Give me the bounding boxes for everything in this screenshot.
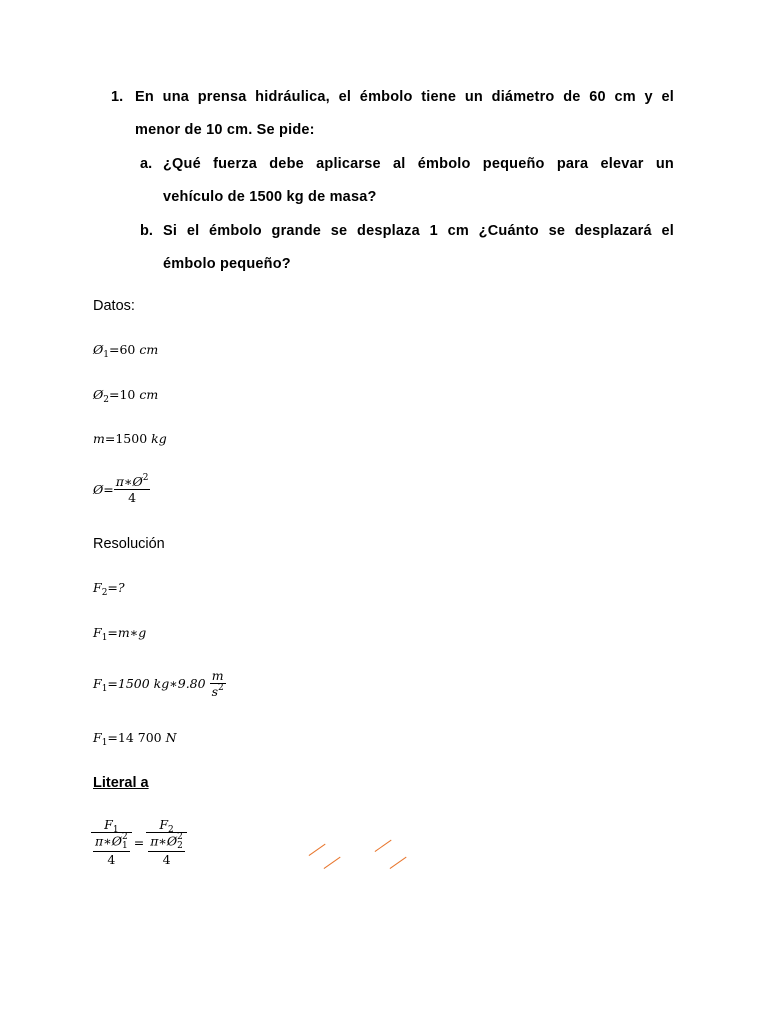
item-a-line-1: ¿Qué fuerza debe aplicarse al émbolo pequeño para elevar un [163,156,674,172]
question-number: 1. [111,89,124,105]
annotation-mark-1 [309,844,326,857]
datos-heading: Datos: [93,298,135,314]
datos-area-formula: Ø= $\frac{\pi∗Ø^2}{4}$ [93,473,149,505]
resolucion-f2: $F_2=$? [93,580,125,598]
literal-a-equation: $F_1$ π∗Ø 2 1 4 = $F_2$ π∗Ø 2 2 4 [91,817,187,867]
question-line-2: menor de 10 cm. Se pide: [135,122,315,138]
literal-a-right-fraction: $F_2$ π∗Ø 2 2 4 [146,817,187,867]
resolucion-f1-substitution: $F_1=1500$ kg∗9.80 $\frac{m}{s^2}$ [93,668,224,699]
item-b-line-1: Si el émbolo grande se desplaza 1 cm ¿Cuánto se desplazará el [163,223,674,239]
item-a-line-2: vehículo de 1500 kg de masa? [163,189,377,205]
annotation-mark-4 [390,857,407,870]
datos-diameter-1: $Ø_1=60$ cm [93,342,159,360]
literal-a-heading: Literal a [93,775,149,791]
item-b-line-2: émbolo pequeño? [163,256,291,272]
annotation-mark-2 [324,857,341,870]
annotation-mark-3 [375,840,392,853]
datos-mass: m=1500 kg [93,431,167,446]
item-b-label: b. [140,223,153,239]
item-a-label: a. [140,156,153,172]
question-line-1: En una prensa hidráulica, el émbolo tiene un diámetro de 60 cm y el [135,89,674,105]
datos-diameter-2: $Ø_2=10$ cm [93,387,159,405]
resolucion-f1-formula: $F_1=m∗g$ [93,625,147,643]
resolucion-f1-result: $F_1=14$ 700 N [93,730,177,748]
literal-a-left-fraction: $F_1$ π∗Ø 2 1 4 [91,817,132,867]
resolucion-heading: Resolución [93,536,165,552]
